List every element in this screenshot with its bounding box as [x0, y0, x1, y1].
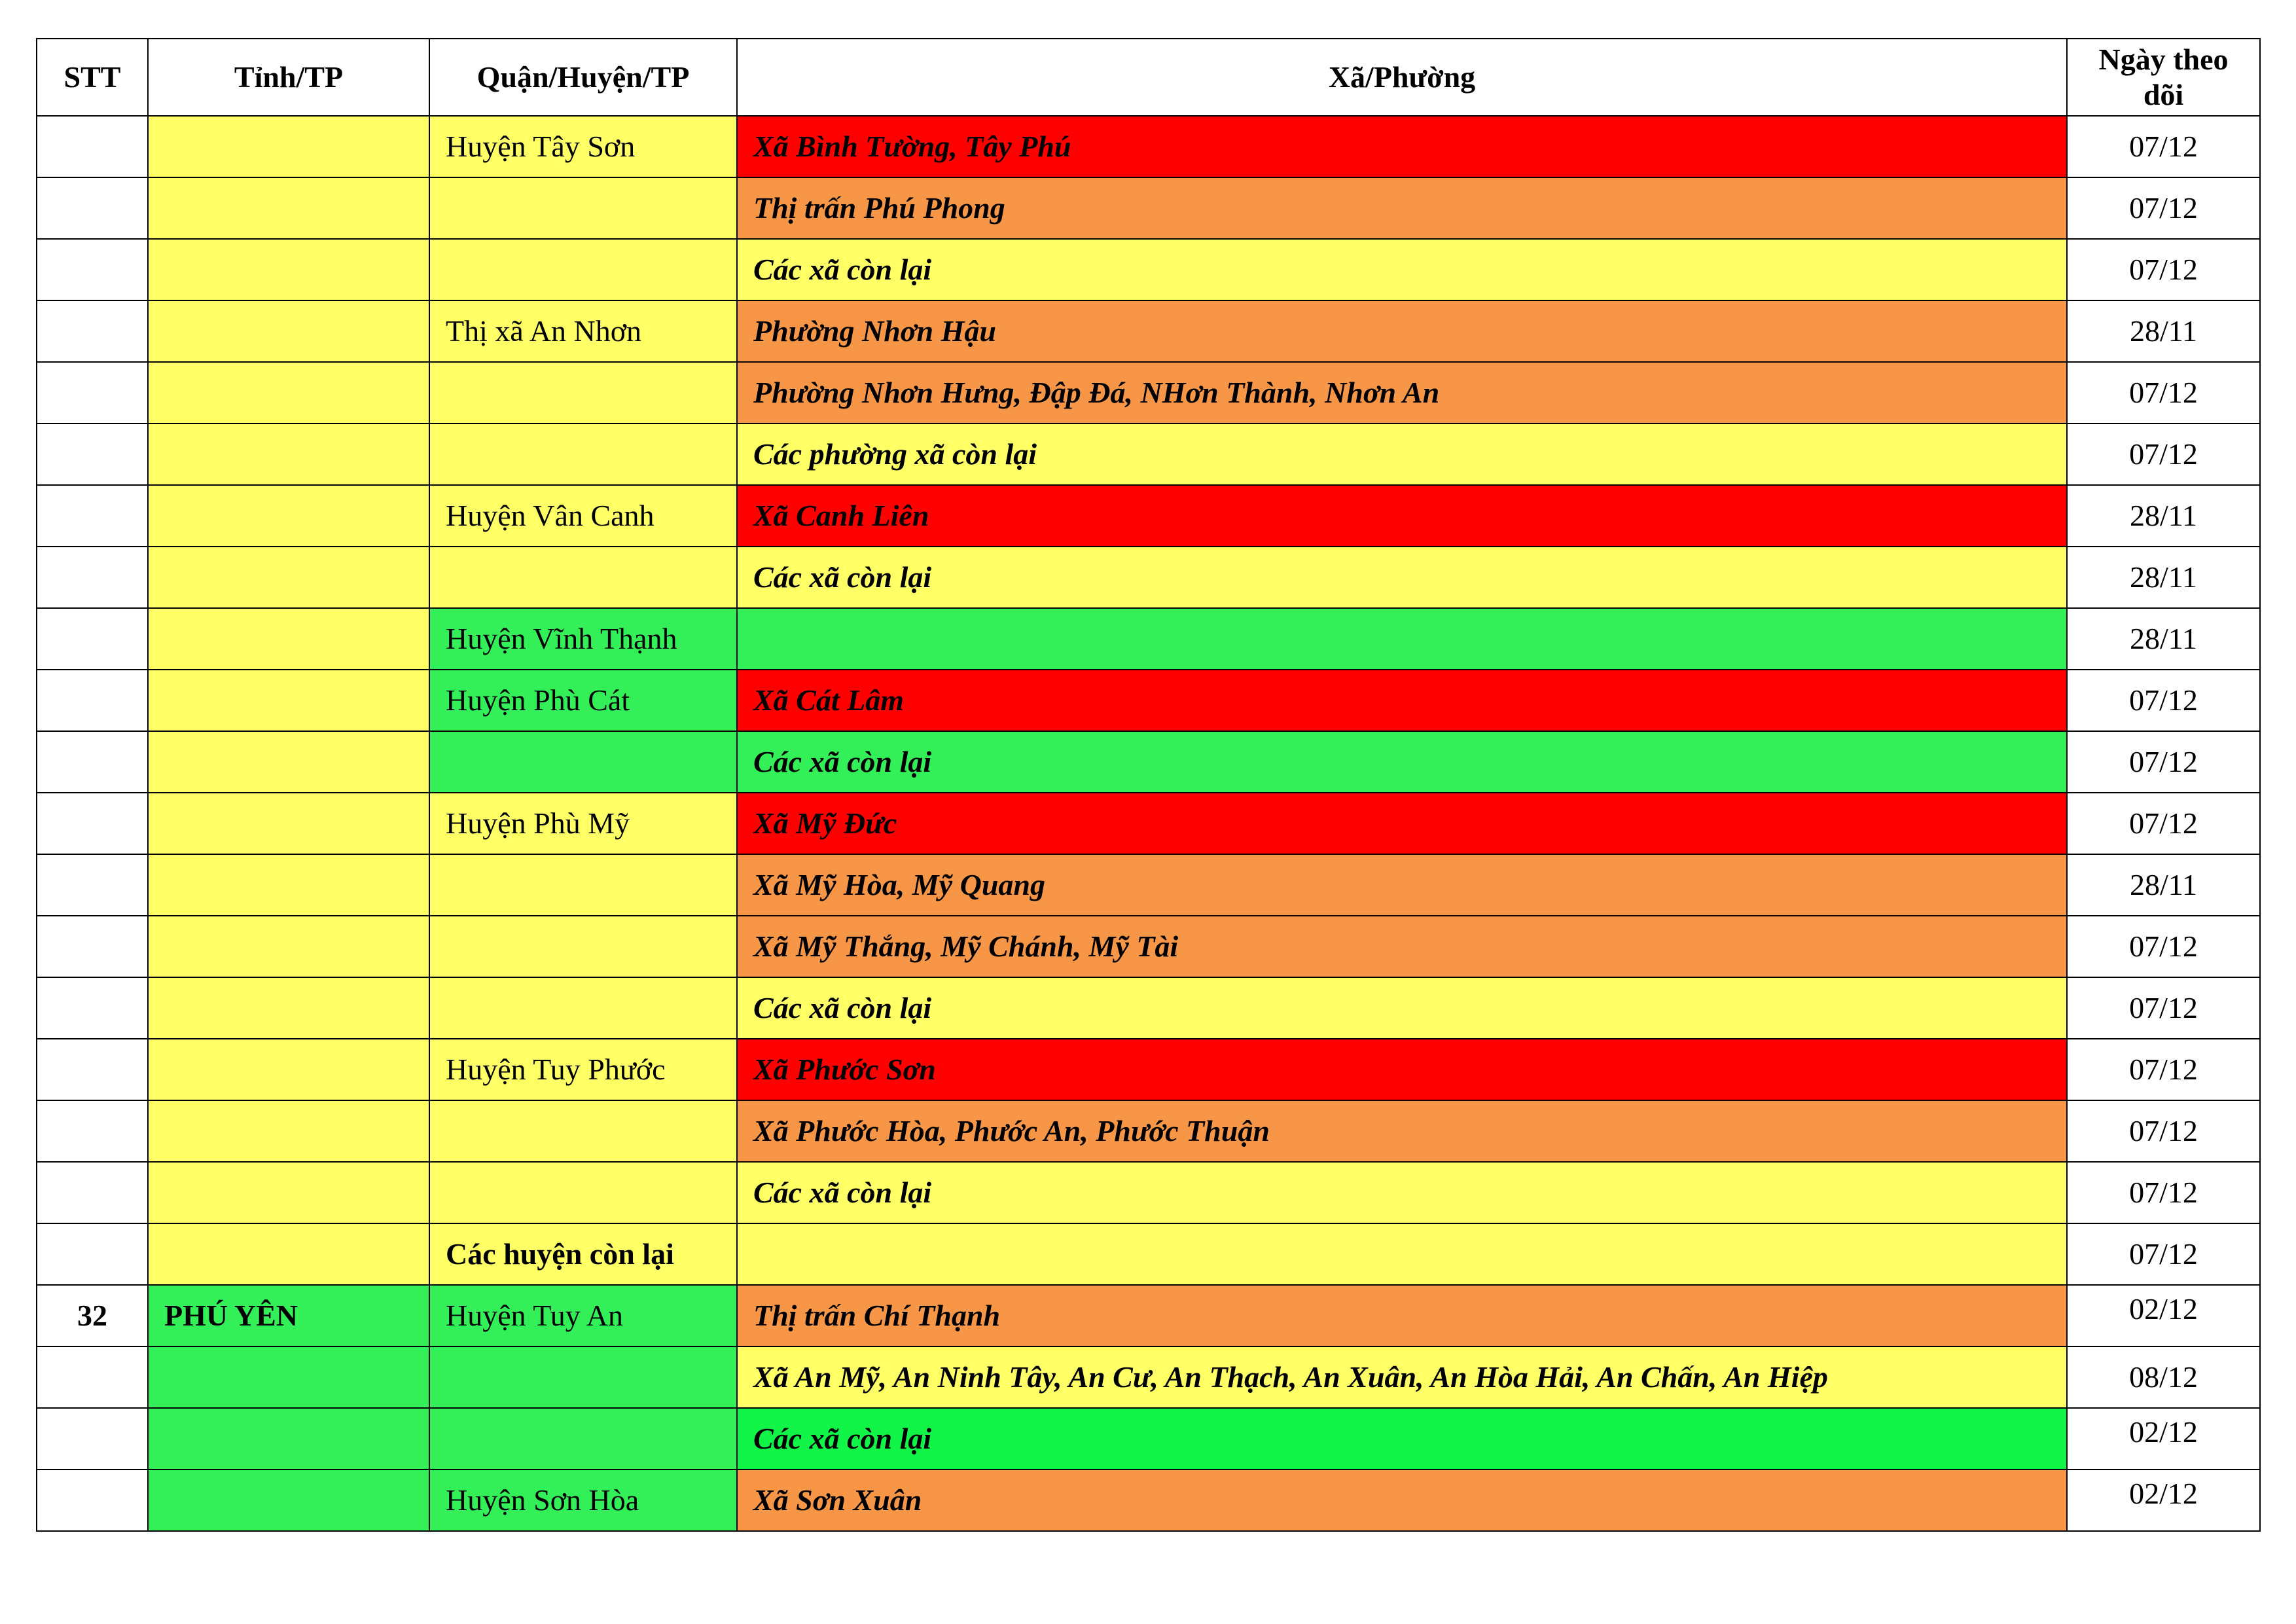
district-cell: Thị xã An Nhơn [429, 300, 737, 362]
stt-cell [37, 1346, 148, 1408]
stt-cell [37, 239, 148, 300]
stt-cell [37, 1039, 148, 1100]
stt-cell [37, 793, 148, 854]
table-row [37, 1408, 2260, 1470]
table-row [37, 1285, 2260, 1346]
province-cell [148, 300, 429, 362]
table-row [37, 424, 2260, 485]
stt-cell [37, 670, 148, 731]
stt-cell [37, 977, 148, 1039]
province-cell [148, 1100, 429, 1162]
table-row [37, 547, 2260, 608]
stt-cell [37, 916, 148, 977]
stt-cell [37, 1470, 148, 1531]
table-row [37, 977, 2260, 1039]
date-cell: 28/11 [2067, 854, 2260, 916]
province-cell [148, 670, 429, 731]
table-row [37, 1470, 2260, 1531]
date-cell: 28/11 [2067, 547, 2260, 608]
province-cell [148, 731, 429, 793]
ward-cell: Xã Canh Liên [737, 485, 2067, 547]
district-cell: Huyện Tuy Phước [429, 1039, 737, 1100]
province-cell [148, 1039, 429, 1100]
ward-cell: Các xã còn lại [737, 1408, 2067, 1470]
date-cell: 28/11 [2067, 608, 2260, 670]
ward-cell: Thị trấn Chí Thạnh [737, 1285, 2067, 1346]
table-row [37, 362, 2260, 424]
date-cell: 07/12 [2067, 977, 2260, 1039]
district-cell: Huyện Phù Cát [429, 670, 737, 731]
ward-cell: Các xã còn lại [737, 1162, 2067, 1223]
date-cell: 02/12 [2067, 1285, 2260, 1346]
table-row [37, 670, 2260, 731]
district-cell: Các huyện còn lại [429, 1223, 737, 1285]
table-row [37, 1346, 2260, 1408]
table-row [37, 916, 2260, 977]
district-cell [429, 1162, 737, 1223]
district-cell: Huyện Phù Mỹ [429, 793, 737, 854]
date-cell: 07/12 [2067, 670, 2260, 731]
stt-cell [37, 485, 148, 547]
province-cell [148, 362, 429, 424]
ward-cell: Xã Mỹ Hòa, Mỹ Quang [737, 854, 2067, 916]
district-cell: Huyện Vĩnh Thạnh [429, 608, 737, 670]
date-cell: 07/12 [2067, 1223, 2260, 1285]
table-row [37, 1100, 2260, 1162]
stt-cell [37, 854, 148, 916]
date-cell: 07/12 [2067, 177, 2260, 239]
district-cell: Huyện Sơn Hòa [429, 1470, 737, 1531]
stt-cell [37, 116, 148, 177]
ward-cell: Xã Mỹ Thắng, Mỹ Chánh, Mỹ Tài [737, 916, 2067, 977]
ward-cell: Xã Cát Lâm [737, 670, 2067, 731]
stt-cell [37, 608, 148, 670]
table-row [37, 177, 2260, 239]
ward-cell: Xã An Mỹ, An Ninh Tây, An Cư, An Thạch, An Xuân, An Hòa Hải, An Chấn, An Hiệp [737, 1346, 2067, 1408]
date-cell: 07/12 [2067, 362, 2260, 424]
ward-cell: Các xã còn lại [737, 239, 2067, 300]
district-cell: Huyện Tuy An [429, 1285, 737, 1346]
stt-cell [37, 424, 148, 485]
table-row [37, 485, 2260, 547]
district-cell [429, 362, 737, 424]
district-cell: Huyện Vân Canh [429, 485, 737, 547]
ward-cell: Xã Bình Tường, Tây Phú [737, 116, 2067, 177]
district-cell [429, 1408, 737, 1470]
province-cell [148, 977, 429, 1039]
date-cell: 02/12 [2067, 1470, 2260, 1531]
ward-cell: Các phường xã còn lại [737, 424, 2067, 485]
table-row [37, 854, 2260, 916]
district-cell [429, 731, 737, 793]
district-cell [429, 977, 737, 1039]
ward-cell: Thị trấn Phú Phong [737, 177, 2067, 239]
date-cell: 08/12 [2067, 1346, 2260, 1408]
table-row [37, 300, 2260, 362]
header-ward: Xã/Phường [737, 39, 2067, 116]
district-cell [429, 177, 737, 239]
province-cell [148, 177, 429, 239]
ward-cell: Phường Nhơn Hậu [737, 300, 2067, 362]
stt-cell [37, 731, 148, 793]
date-cell: 07/12 [2067, 1039, 2260, 1100]
ward-cell [737, 608, 2067, 670]
province-cell [148, 916, 429, 977]
district-cell [429, 854, 737, 916]
ward-cell: Phường Nhơn Hưng, Đập Đá, NHơn Thành, Nhơn An [737, 362, 2067, 424]
ward-cell: Các xã còn lại [737, 731, 2067, 793]
table-row [37, 608, 2260, 670]
stt-cell [37, 177, 148, 239]
province-cell [148, 547, 429, 608]
district-cell [429, 916, 737, 977]
ward-cell: Xã Phước Hòa, Phước An, Phước Thuận [737, 1100, 2067, 1162]
province-cell [148, 1470, 429, 1531]
ward-cell [737, 1223, 2067, 1285]
stt-cell [37, 547, 148, 608]
province-cell [148, 424, 429, 485]
table-header-row [37, 39, 2260, 116]
header-province: Tỉnh/TP [148, 39, 429, 116]
district-cell [429, 424, 737, 485]
table-body [37, 116, 2260, 1531]
date-cell: 28/11 [2067, 300, 2260, 362]
stt-cell [37, 362, 148, 424]
table-row [37, 1162, 2260, 1223]
header-date-line2: dõi [2143, 78, 2184, 111]
district-cell: Huyện Tây Sơn [429, 116, 737, 177]
province-cell [148, 854, 429, 916]
ward-cell: Xã Phước Sơn [737, 1039, 2067, 1100]
monitoring-table [36, 38, 2261, 1532]
date-cell: 02/12 [2067, 1408, 2260, 1470]
ward-cell: Xã Sơn Xuân [737, 1470, 2067, 1531]
stt-cell [37, 1100, 148, 1162]
province-cell [148, 485, 429, 547]
table-row [37, 1223, 2260, 1285]
stt-cell [37, 300, 148, 362]
date-cell: 07/12 [2067, 424, 2260, 485]
province-cell [148, 608, 429, 670]
date-cell: 07/12 [2067, 1162, 2260, 1223]
header-date [2067, 39, 2260, 116]
ward-cell: Các xã còn lại [737, 977, 2067, 1039]
province-cell [148, 1408, 429, 1470]
stt-cell [37, 1408, 148, 1470]
district-cell [429, 1346, 737, 1408]
date-cell: 07/12 [2067, 239, 2260, 300]
date-cell: 07/12 [2067, 916, 2260, 977]
table-row [37, 793, 2260, 854]
province-cell [148, 239, 429, 300]
table-row [37, 1039, 2260, 1100]
date-cell: 07/12 [2067, 793, 2260, 854]
province-cell [148, 1162, 429, 1223]
province-cell: PHÚ YÊN [148, 1285, 429, 1346]
province-cell [148, 1223, 429, 1285]
date-cell: 07/12 [2067, 116, 2260, 177]
table-row [37, 116, 2260, 177]
province-cell [148, 1346, 429, 1408]
district-cell [429, 239, 737, 300]
stt-cell [37, 1162, 148, 1223]
header-date-line1: Ngày theo [2098, 43, 2229, 76]
ward-cell: Xã Mỹ Đức [737, 793, 2067, 854]
date-cell: 07/12 [2067, 1100, 2260, 1162]
district-cell [429, 1100, 737, 1162]
stt-cell: 32 [37, 1285, 148, 1346]
district-cell [429, 547, 737, 608]
header-district: Quận/Huyện/TP [429, 39, 737, 116]
table-row [37, 731, 2260, 793]
ward-cell: Các xã còn lại [737, 547, 2067, 608]
header-stt: STT [37, 39, 148, 116]
stt-cell [37, 1223, 148, 1285]
date-cell: 07/12 [2067, 731, 2260, 793]
table-row [37, 239, 2260, 300]
province-cell [148, 793, 429, 854]
date-cell: 28/11 [2067, 485, 2260, 547]
province-cell [148, 116, 429, 177]
